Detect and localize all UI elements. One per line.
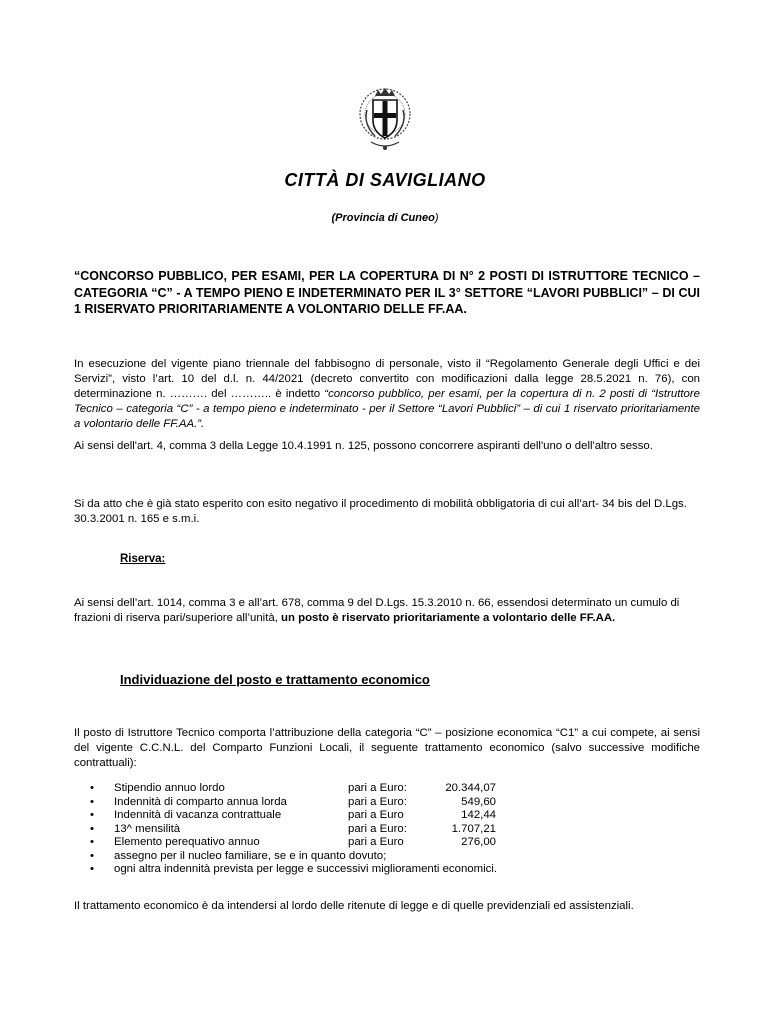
city-name: CITTÀ DI SAVIGLIANO	[284, 170, 486, 190]
item-label: 13^ mensilità	[114, 822, 181, 835]
bullet-icon: •	[90, 863, 94, 875]
intro-italic-text: “concorso pubblico, per esami, per la copertura di n. 2 posti di “Istruttore Tecnico – categoria “C” - a tempo pieno e indeterminato - per il Settore “Lavori Pubblici” – di cui 1 riservato prioritariamente a volontario delle FF.AA.”.	[74, 388, 700, 430]
reserve-heading: Riserva:	[120, 553, 166, 565]
reserve-paragraph	[74, 596, 700, 626]
province-paren: )	[434, 212, 439, 224]
item-unit: pari a Euro	[348, 809, 404, 821]
item-label: Indennità di vacanza contrattuale	[114, 809, 282, 821]
province-name	[0, 212, 770, 224]
closing-paragraph: Il trattamento economico è da intendersi al lordo delle ritenute di legge e di quelle previdenziali ed assistenziali.	[74, 900, 634, 912]
item-amount: 549,60	[461, 795, 496, 808]
list-item	[90, 850, 710, 864]
bullet-icon: •	[90, 782, 94, 794]
intro-text: In esecuzione del vigente piano triennale del fabbisogno di personale, visto il “Regolamento Generale degli Uffici e dei Servizi”, visto l’art. 10 del d.l. n. 44/2021 (decreto convertito con modificazioni dalla legge 28.5.2021 n. 76), con determinazione n. ………. del ……….. è indetto	[74, 358, 700, 400]
item-amount: 20.344,07	[445, 782, 496, 794]
item-label: ogni altra indennità prevista per legge e successivi miglioramenti economici.	[114, 863, 498, 875]
item-label: Elemento perequativo annuo	[114, 836, 260, 848]
list-item	[90, 823, 710, 837]
mobility-paragraph: Si da atto che è già stato esperito con esito negativo il procedimento di mobilità obbligatoria di cui all’art- 34 bis del D.Lgs. 30.3.2001 n. 165 e s.m.i.	[74, 498, 687, 525]
item-unit: pari a Euro:	[348, 795, 407, 808]
salary-list	[90, 782, 710, 877]
list-item	[90, 796, 710, 810]
item-amount: 1.707,21	[451, 822, 496, 835]
province-text: (Provincia di Cuneo	[331, 212, 435, 224]
item-unit: pari a Euro:	[348, 822, 407, 835]
bullet-icon: •	[90, 795, 94, 808]
item-label: assegno per il nucleo familiare, se e in quanto dovuto;	[114, 849, 387, 862]
item-unit: pari a Euro	[348, 836, 404, 848]
reserve-text: Ai sensi dell’art. 1014, comma 3 e all’art. 678, comma 9 del D.Lgs. 15.3.2010 n. 66, essendosi determinato un cumulo di frazioni di riserva pari/superiore all’unità,	[74, 597, 680, 624]
position-paragraph: Il posto di Istruttore Tecnico comporta l’attribuzione della categoria “C” – posizione economica “C1” a cui compete, ai sensi del vigente C.C.N.L. del Comparto Funzioni Locali, il seguente trattamento economico (salvo successive modifiche contrattuali):	[74, 727, 700, 769]
list-item	[90, 809, 710, 823]
reserve-bold-text: un posto è riservato prioritariamente a volontario delle FF.AA.	[281, 612, 616, 624]
notice-title: “CONCORSO PUBBLICO, PER ESAMI, PER LA COPERTURA DI N° 2 POSTI DI ISTRUTTORE TECNICO – CATEGORIA “C” - A TEMPO PIENO E INDETERMINATO PER IL 3° SETTORE “LAVORI PUBBLICI” – DI CUI 1 RISERVATO PRIORITARIAMENTE A VOLONTARIO DELLE FF.AA.	[74, 269, 700, 316]
bullet-icon: •	[90, 849, 94, 862]
list-item	[90, 782, 710, 796]
item-label: Indennità di comparto annua lorda	[114, 795, 287, 808]
bullet-icon: •	[90, 822, 94, 835]
list-item	[90, 863, 710, 877]
item-unit: pari a Euro:	[348, 782, 407, 794]
bullet-icon: •	[90, 836, 94, 848]
item-amount: 142,44	[461, 809, 496, 821]
list-item	[90, 836, 710, 850]
equal-access-paragraph: Ai sensi dell'art. 4, comma 3 della Legge 10.4.1991 n. 125, possono concorrere aspiranti dell'uno o dell'altro sesso.	[74, 440, 653, 452]
item-amount: 276,00	[461, 836, 496, 848]
item-label: Stipendio annuo lordo	[114, 782, 225, 794]
position-heading: Individuazione del posto e trattamento economico	[120, 672, 430, 687]
city-crest-logo	[355, 84, 415, 156]
intro-paragraph	[74, 357, 700, 432]
bullet-icon: •	[90, 809, 94, 821]
